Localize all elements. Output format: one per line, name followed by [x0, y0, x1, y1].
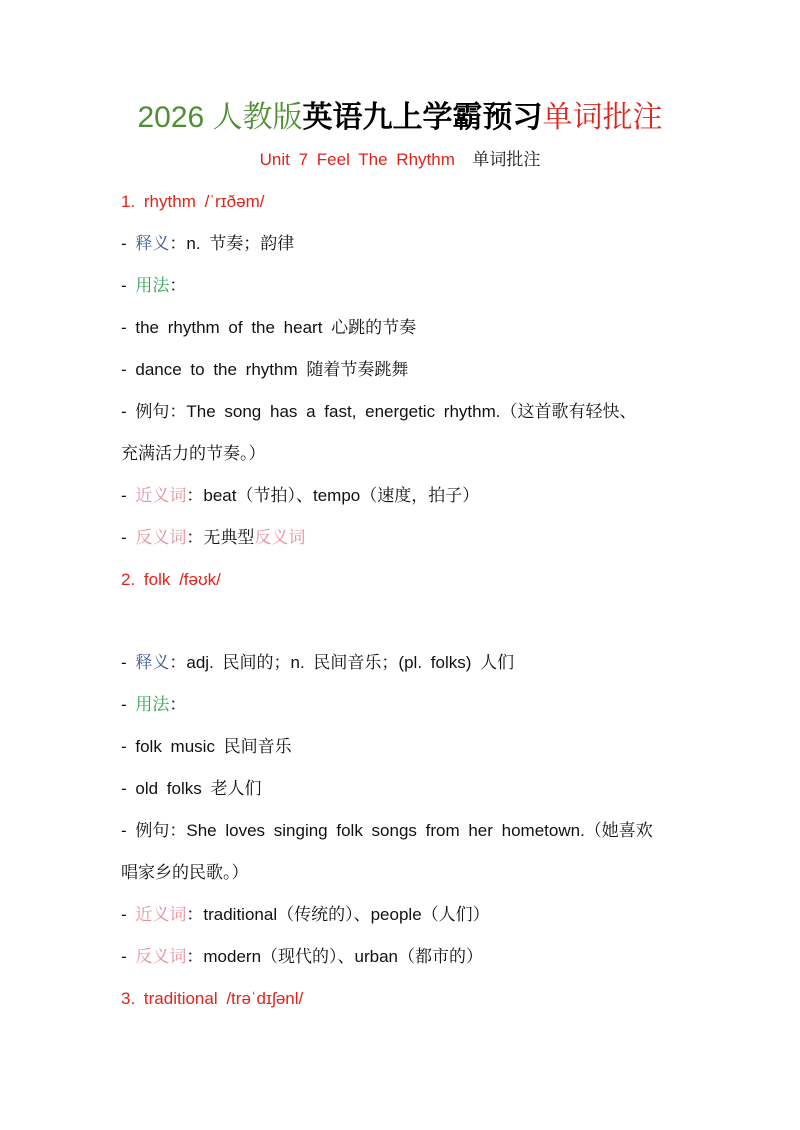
entry-heading: 2. folk /fəʊk/	[121, 570, 221, 589]
usage-colon: ：	[169, 695, 187, 714]
title-topic: 单词批注	[542, 101, 663, 134]
usage-colon: ：	[169, 276, 187, 295]
page-title	[0, 98, 800, 138]
entry-heading: 3. traditional /trəˈdɪʃənl/	[121, 989, 304, 1008]
entry-heading: 1. rhythm /ˈrɪðəm/	[121, 192, 265, 211]
entry-meaning: - 释义：n. 节奏；韵律	[121, 234, 295, 253]
title-series: 英语九上学霸预习	[302, 101, 543, 134]
usage-label: 用法	[135, 695, 170, 714]
example-sentence: - 例句：The song has a fast, energetic rhythm.（这首歌有轻快、	[121, 402, 637, 421]
page-subtitle	[0, 148, 800, 172]
entry-synonyms: - 近义词：beat（节拍）、tempo（速度，拍子）	[121, 486, 480, 505]
meaning-label: 释义	[135, 234, 170, 253]
synonym-label: 近义词	[135, 905, 187, 924]
meaning-label: 释义	[135, 653, 170, 672]
entry-antonyms: - 反义词：modern（现代的）、urban（都市的）	[121, 947, 484, 966]
antonym-suffix: 反义词	[254, 528, 306, 547]
meaning-text: ：n. 节奏；韵律	[169, 234, 295, 253]
example-translation: 充满活力的节奏。）	[121, 444, 266, 463]
usage-item: - folk music 民间音乐	[121, 737, 292, 756]
antonym-label: 反义词	[135, 528, 187, 547]
usage-item: - old folks 老人们	[121, 779, 262, 798]
antonym-text: ：无典型	[186, 528, 255, 547]
entry-meaning: - 释义：adj. 民间的；n. 民间音乐；(pl. folks) 人们	[121, 653, 515, 672]
entry-antonyms: - 反义词：无典型反义词	[121, 528, 306, 547]
antonym-label: 反义词	[135, 947, 187, 966]
meaning-text: ：adj. 民间的；n. 民间音乐；(pl. folks) 人们	[169, 653, 515, 672]
synonym-text: ：traditional（传统的）、people（人们）	[186, 905, 490, 924]
subtitle-suffix: 单词批注	[472, 150, 541, 169]
example-translation: 唱家乡的民歌。）	[121, 863, 249, 882]
usage-item: - the rhythm of the heart 心跳的节奏	[121, 318, 417, 337]
example-sentence: - 例句：She loves singing folk songs from her hometown.（她喜欢	[121, 821, 653, 840]
synonym-text: ：beat（节拍）、tempo（速度，拍子）	[186, 486, 480, 505]
synonym-label: 近义词	[135, 486, 187, 505]
usage-item: - dance to the rhythm 随着节奏跳舞	[121, 360, 409, 379]
title-edition: 2026 人教版	[137, 101, 303, 134]
entry-usage: - 用法：	[121, 276, 187, 295]
usage-label: 用法	[135, 276, 170, 295]
entry-synonyms: - 近义词：traditional（传统的）、people（人们）	[121, 905, 490, 924]
entry-usage: - 用法：	[121, 695, 187, 714]
antonym-text: ：modern（现代的）、urban（都市的）	[186, 947, 484, 966]
subtitle-unit: Unit 7 Feel The Rhythm	[259, 150, 455, 169]
